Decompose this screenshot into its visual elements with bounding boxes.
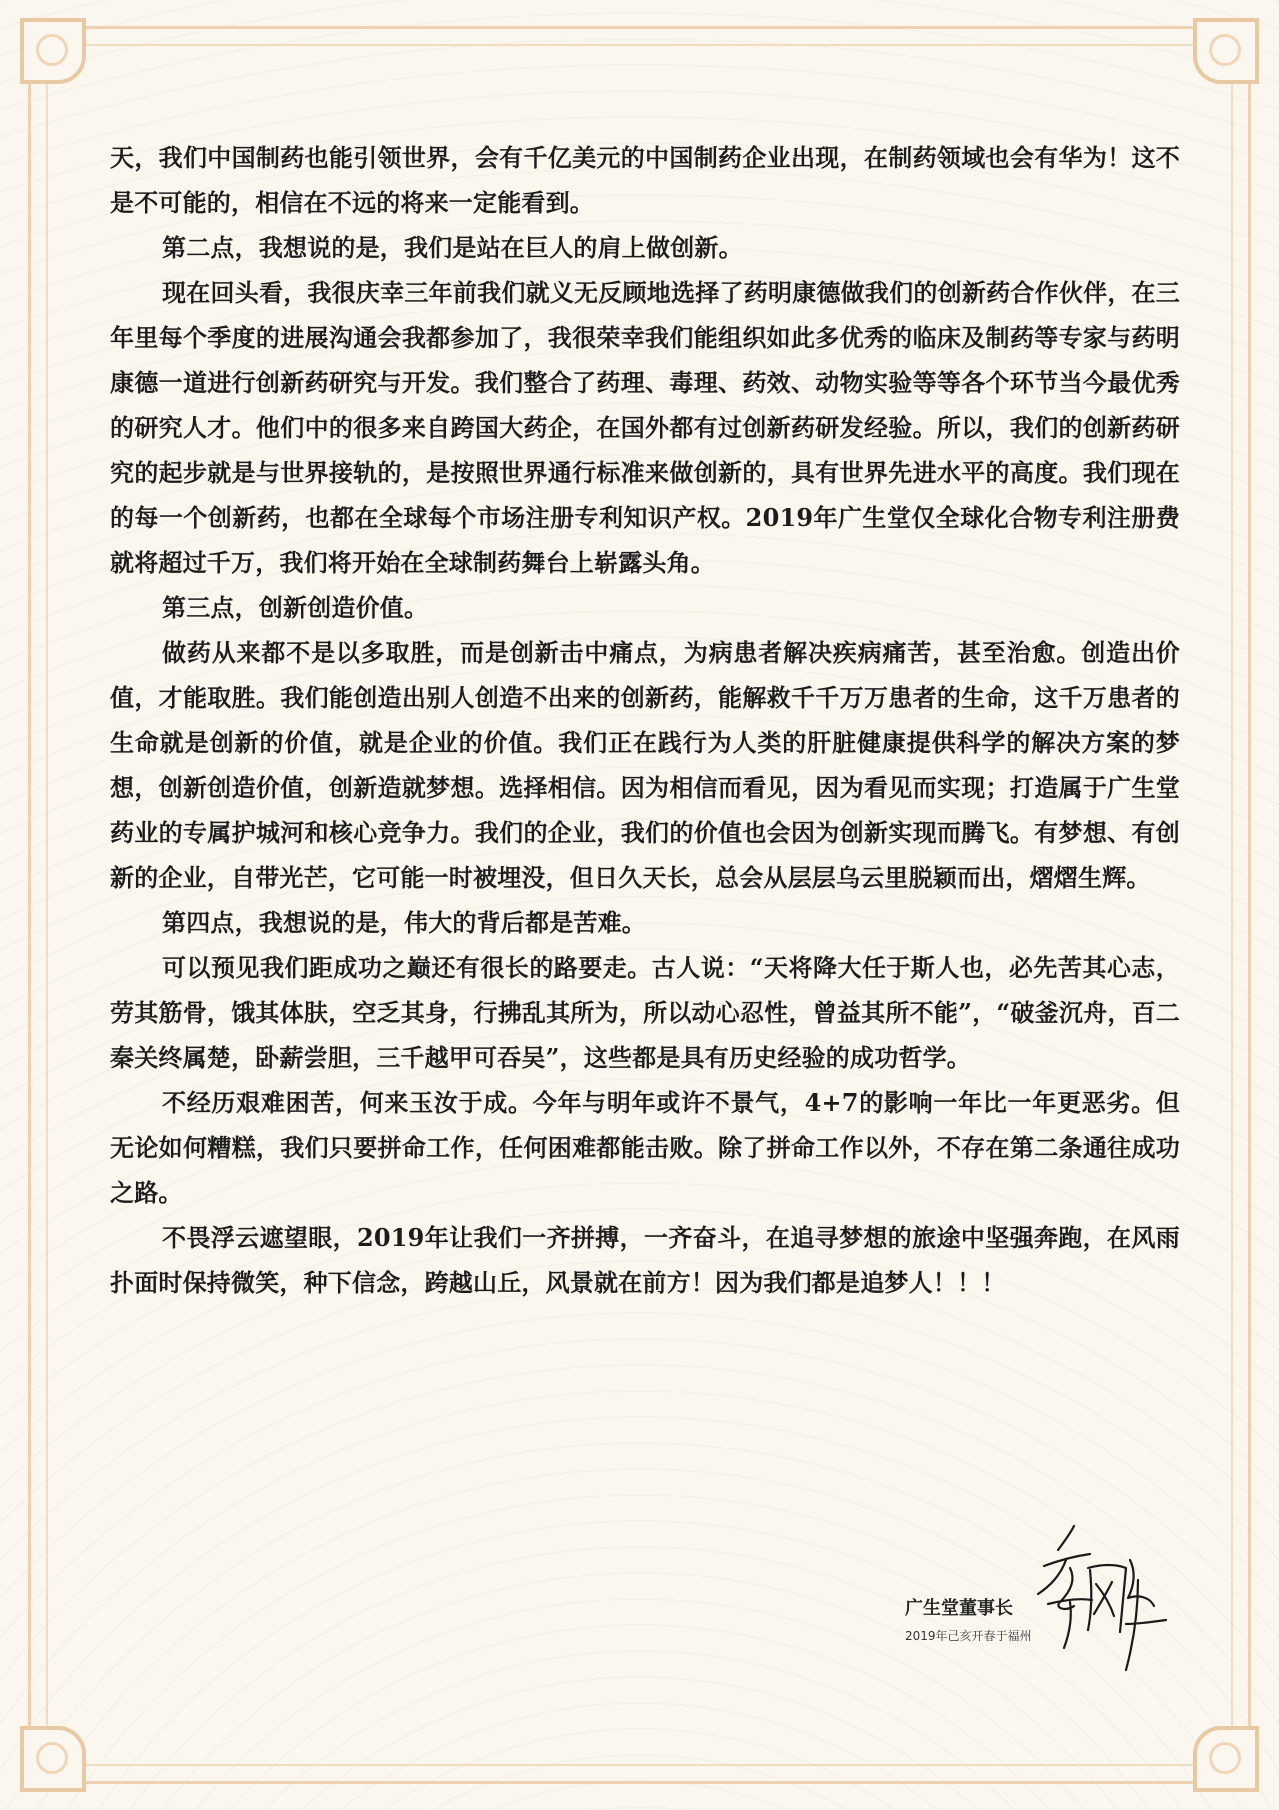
signoff-title: 广生堂董事长: [905, 1598, 1013, 1619]
corner-ornament-top-right: [1193, 18, 1259, 84]
paragraph-6: 第四点，我想说的是，伟大的背后都是苦难。: [162, 908, 646, 937]
paragraph-7: 可以预见我们距成功之巅还有很长的路要走。古人说：“天将降大任于斯人也，必先苦其心志，劳其筋骨，饿其体肤，空乏其身，行拂乱其所为，所以动心忍性，曾益其所不能”，“破釜沉舟，百二秦关终属楚，卧薪尝胆，三千越甲可吞吴”，这些都是具有历史经验的成功哲学。: [110, 953, 1180, 1072]
corner-ornament-top-left: [20, 18, 86, 84]
paragraph-2: 第二点，我想说的是，我们是站在巨人的肩上做创新。: [162, 233, 743, 262]
letter-body: [110, 135, 1180, 1305]
paragraph-1: 天，我们中国制药也能引领世界，会有千亿美元的中国制药企业出现，在制药领域也会有华为！这不是不可能的，相信在不远的将来一定能看到。: [110, 143, 1180, 217]
paragraph-5: 做药从来都不是以多取胜，而是创新击中痛点，为病患者解决疾病痛苦，甚至治愈。创造出价值，才能取胜。我们能创造出别人创造不出来的创新药，能解救千千万万患者的生命，这千万患者的生命就是创新的价值，就是企业的价值。我们正在践行为人类的肝脏健康提供科学的解决方案的梦想，创新创造价值，创新造就梦想。选择相信。因为相信而看见，因为看见而实现；打造属于广生堂药业的专属护城河和核心竞争力。我们的企业，我们的价值也会因为创新实现而腾飞。有梦想、有创新的企业，自带光芒，它可能一时被埋没，但日久天长，总会从层层乌云里脱颖而出，熠熠生辉。: [110, 638, 1180, 892]
paragraph-4: 第三点，创新创造价值。: [162, 593, 429, 622]
paragraph-8: 不经历艰难困苦，何来玉汝于成。今年与明年或许不景气，4+7的影响一年比一年更恶劣。但无论如何糟糕，我们只要拼命工作，任何困难都能击败。除了拼命工作以外，不存在第二条通往成功之路。: [110, 1088, 1180, 1207]
corner-ornament-bottom-left: [20, 1726, 86, 1792]
corner-ornament-bottom-right: [1193, 1726, 1259, 1792]
signoff-date-place: 2019年己亥开春于福州: [905, 1629, 1032, 1643]
signoff-block: [905, 1590, 1165, 1700]
paragraph-3: 现在回头看，我很庆幸三年前我们就义无反顾地选择了药明康德做我们的创新药合作伙伴，在三年里每个季度的进展沟通会我都参加了，我很荣幸我们能组织如此多优秀的临床及制药等专家与药明康德一道进行创新药研究与开发。我们整合了药理、毒理、药效、动物实验等等各个环节当今最优秀的研究人才。他们中的很多来自跨国大药企，在国外都有过创新药研发经验。所以，我们的创新药研究的起步就是与世界接轨的，是按照世界通行标准来做创新的，具有世界先进水平的高度。我们现在的每一个创新药，也都在全球每个市场注册专利知识产权。2019年广生堂仅全球化合物专利注册费就将超过千万，我们将开始在全球制药舞台上崭露头角。: [110, 278, 1180, 577]
handwritten-signature: [1030, 1520, 1170, 1680]
paragraph-9: 不畏浮云遮望眼，2019年让我们一齐拼搏，一齐奋斗，在追寻梦想的旅途中坚强奔跑，在风雨扑面时保持微笑，种下信念，跨越山丘，风景就在前方！因为我们都是追梦人！！！: [110, 1223, 1180, 1297]
